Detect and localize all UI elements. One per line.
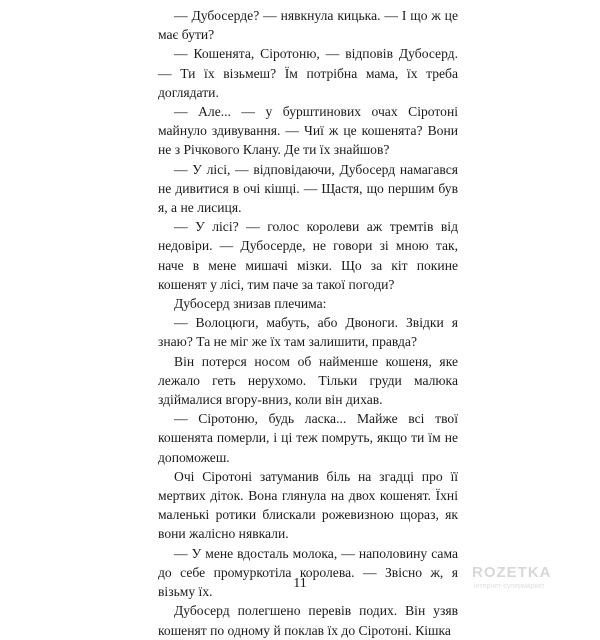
paragraph: — У лісі? — голос королеви аж тремтів від недовіри. — Дубосерде, не говори зі мною так, наче в мене мишачі мізки. Що за кіт покине кошенят у лісі, тим паче за такої погоди? <box>158 219 458 292</box>
paragraph: — Волоцюги, мабуть, або Двоноги. Звідки я знаю? Та не міг же їх там залишити, правда? <box>158 315 458 350</box>
watermark-logo: ROZETKA <box>472 564 552 581</box>
paragraph: — Дубосерде? — нявкнула кицька. — І що ж це має бути? <box>158 8 458 43</box>
page-text <box>158 6 458 640</box>
paragraph: Очі Сіротоні затуманив біль на згадці про її мертвих діток. Вона глянула на двох кошенят. Їхні маленькі ротики блискали рожевизною щораз, як вони жалісно нявкали. <box>158 468 458 542</box>
paragraph: — У мене вдосталь молока, — наполовину сама до себе промуркотіла королева. — Звісно ж, я візьму їх. <box>158 545 458 600</box>
paragraph: Він потерся носом об найменше кошеня, яке лежало геть нерухомо. Тільки груди малюка здіймалися вгору-вниз, коли він дихав. <box>158 353 458 408</box>
watermark-subtitle: інтернет-супермаркет <box>474 583 545 590</box>
paragraph: Дубосерд знизав плечима: <box>174 296 327 312</box>
paragraph: — Але... — у бурштинових очах Сіротоні майнуло здивування. — Чиї ж це кошенята? Вони не з Річкового Клану. Де ти їх знайшов? <box>158 104 458 158</box>
paragraph: Дубосерд полегшено перевів подих. Він узяв кошенят по одному й поклав їх до Сіротоні. Кішка <box>158 603 458 638</box>
paragraph: — Сіротоню, будь ласка... Майже всі твої кошенята померли, і ці теж помруть, якщо ти їм не допоможеш. <box>158 411 458 465</box>
paragraph: — У лісі, — відповідаючи, Дубосерд намагався не дивитися в очі кішці. — Щастя, що першим був я, а не лисиця. <box>158 161 458 216</box>
rozetka-watermark <box>472 564 592 594</box>
paragraph: — Кошенята, Сіротоню, — відповів Дубосерд. — Ти їх візьмеш? Їм потрібна мама, їх треба доглядати. <box>158 46 458 100</box>
page-number: 11 <box>293 576 307 591</box>
